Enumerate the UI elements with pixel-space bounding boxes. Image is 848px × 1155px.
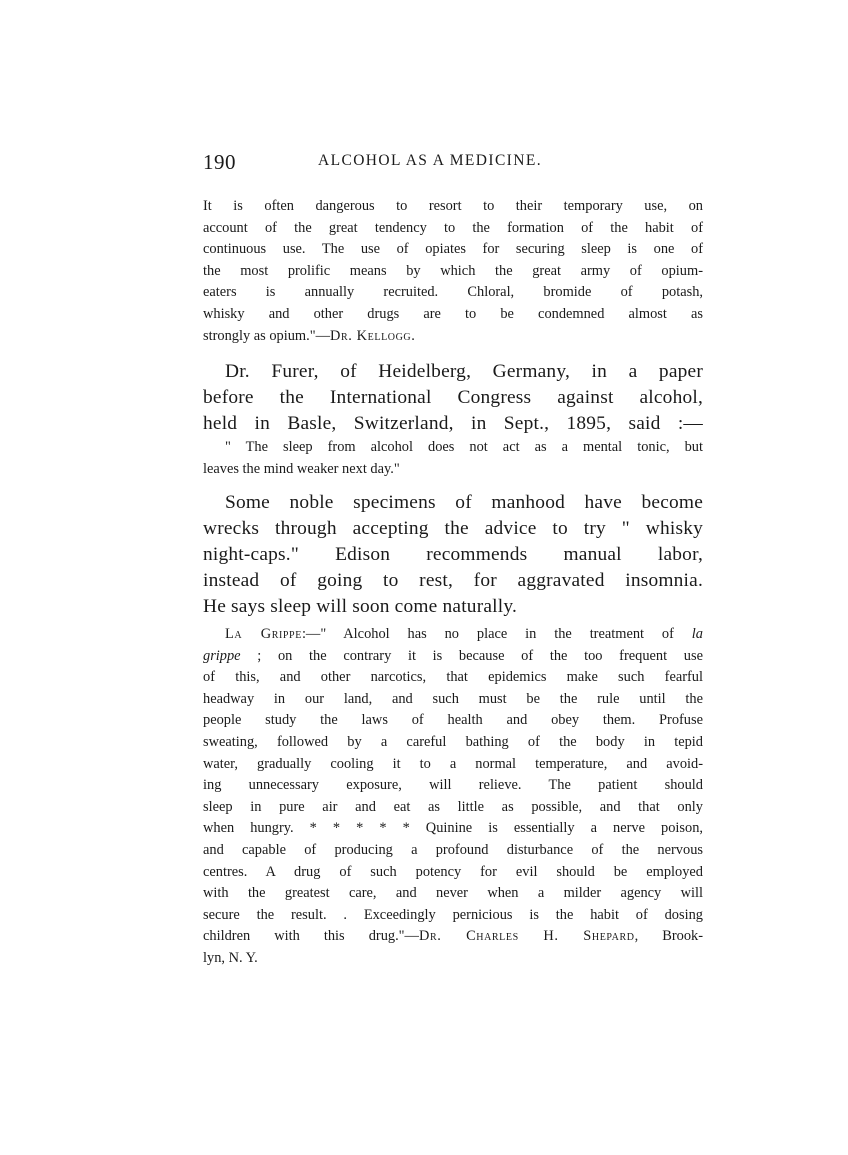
text-line: sweating, followed by a careful bathing of the body in tepid bbox=[203, 733, 703, 750]
text-line: held in Basle, Switzerland, in Sept., 1895, said :— bbox=[203, 413, 703, 434]
text-line bbox=[203, 646, 703, 668]
text-line: It is often dangerous to resort to their temporary use, on bbox=[203, 198, 703, 214]
furer-quote-paragraph bbox=[203, 437, 703, 480]
text-fragment: children with this drug."— bbox=[203, 928, 419, 945]
text-fragment: :—" Alcohol has no place in the treatment of bbox=[301, 626, 674, 642]
text-line: sleep in pure air and eat as little as possible, and that only bbox=[203, 798, 703, 815]
text-line: with the greatest care, and never when a milder agency will bbox=[203, 885, 703, 902]
text-line: eaters is annually recruited. Chloral, bromide of potash, bbox=[203, 284, 703, 301]
italic-term: grippe bbox=[203, 647, 241, 664]
page-number: 190 bbox=[203, 150, 236, 174]
text-line: He says sleep will soon come naturally. bbox=[203, 596, 518, 617]
text-line: water, gradually cooling it to a normal temperature, and avoid- bbox=[203, 755, 703, 772]
text-line: lyn, N. Y. bbox=[203, 949, 258, 966]
italic-term: la bbox=[691, 626, 703, 642]
edison-paragraph bbox=[203, 490, 703, 620]
text-line: Dr. Furer, of Heidelberg, Germany, in a paper bbox=[225, 361, 703, 382]
attribution-kellogg: Dr. Kellogg. bbox=[330, 327, 416, 344]
text-line: night-caps." Edison recommends manual labor, bbox=[203, 544, 703, 565]
text-line: leaves the mind weaker next day." bbox=[203, 460, 400, 477]
text-line bbox=[203, 326, 703, 348]
text-line: Some noble specimens of manhood have become bbox=[225, 492, 703, 513]
text-line: when hungry. * * * * * Quinine is essentially a nerve poison, bbox=[203, 820, 703, 837]
furer-paragraph bbox=[203, 359, 703, 437]
attribution-shepard: Dr. Charles H. Shepard bbox=[418, 928, 635, 945]
text-line: ing unnecessary exposure, will relieve. The patient should bbox=[203, 777, 703, 794]
text-line: headway in our land, and such must be the rule until the bbox=[203, 690, 703, 707]
la-grippe-paragraph bbox=[203, 624, 703, 970]
text-line: before the International Congress against alcohol, bbox=[203, 387, 703, 408]
text-line: instead of going to rest, for aggravated insomnia. bbox=[203, 570, 703, 591]
page-header bbox=[203, 150, 703, 174]
kellogg-quote-paragraph bbox=[203, 196, 703, 347]
text-line: wrecks through accepting the advice to try " whisky bbox=[203, 518, 703, 539]
text-line: whisky and other drugs are to be condemned almost as bbox=[203, 305, 703, 322]
text-line: centres. A drug of such potency for evil should be employed bbox=[203, 863, 703, 880]
text-fragment: strongly as opium."— bbox=[203, 327, 330, 344]
text-line: and capable of producing a profound disturbance of the nervous bbox=[203, 841, 703, 858]
text-line: continuous use. The use of opiates for securing sleep is one of bbox=[203, 241, 703, 258]
section-heading-la-grippe: La Grippe bbox=[225, 626, 302, 642]
text-fragment: , Brook- bbox=[634, 928, 704, 945]
text-line bbox=[203, 624, 703, 646]
text-line bbox=[203, 926, 703, 948]
text-line: the most prolific means by which the great army of opium- bbox=[203, 262, 703, 279]
text-line: secure the result. . Exceedingly pernicious is the habit of dosing bbox=[203, 906, 703, 923]
text-line: account of the great tendency to the formation of the habit of bbox=[203, 219, 703, 236]
text-line: " The sleep from alcohol does not act as a mental tonic, but bbox=[225, 439, 703, 455]
text-fragment: ; on the contrary it is because of the too frequent use bbox=[257, 647, 703, 664]
text-line: people study the laws of health and obey them. Profuse bbox=[203, 712, 703, 729]
text-line: of this, and other narcotics, that epidemics make such fearful bbox=[203, 669, 703, 686]
running-title: ALCOHOL AS A MEDICINE. bbox=[318, 152, 542, 169]
